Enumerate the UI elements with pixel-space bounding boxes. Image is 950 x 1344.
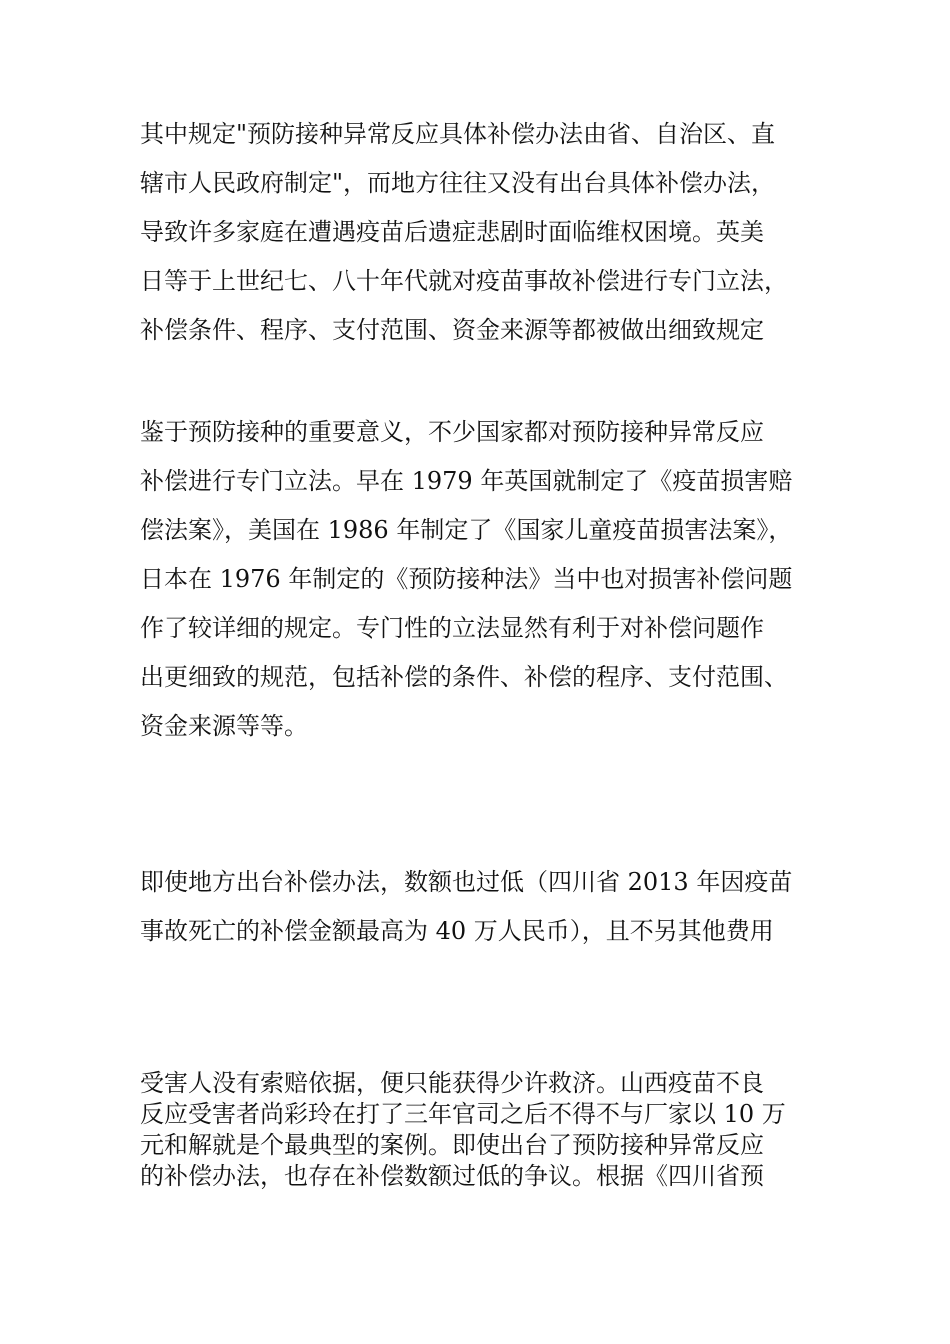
text-line: 辖市人民政府制定"，而地方往往又没有出台具体补偿办法， (140, 169, 776, 197)
text-line: 资金来源等等。 (140, 712, 308, 740)
text-line: 导致许多家庭在遭遇疫苗后遗症悲剧时面临维权困境。英美 (140, 218, 764, 246)
text-line: 元和解就是个最典型的案例。即使出台了预防接种异常反应 (140, 1131, 764, 1159)
text-line: 事故死亡的补偿金额最高为 40 万人民币），且不另其他费用 (140, 917, 774, 945)
text-line: 补偿进行专门立法。早在 1979 年英国就制定了《疫苗损害赔 (140, 467, 793, 495)
text-line: 鉴于预防接种的重要意义，不少国家都对预防接种异常反应 (140, 418, 764, 446)
text-line: 的补偿办法，也存在补偿数额过低的争议。根据《四川省预 (140, 1162, 764, 1190)
text-line: 即使地方出台补偿办法，数额也过低（四川省 2013 年因疫苗 (140, 868, 793, 896)
paragraph-1 (140, 110, 830, 355)
text-line: 日本在 1976 年制定的《预防接种法》当中也对损害补偿问题 (140, 565, 793, 593)
text-line: 反应受害者尚彩玲在打了三年官司之后不得不与厂家以 10 万 (140, 1100, 786, 1128)
text-line: 出更细致的规范，包括补偿的条件、补偿的程序、支付范围、 (140, 663, 788, 691)
text-line: 日等于上世纪七、八十年代就对疫苗事故补偿进行专门立法， (140, 267, 788, 295)
text-line: 受害人没有索赔依据，便只能获得少许救济。山西疫苗不良 (140, 1069, 764, 1097)
text-line: 偿法案》，美国在 1986 年制定了《国家儿童疫苗损害法案》， (140, 516, 793, 544)
text-line: 其中规定"预防接种异常反应具体补偿办法由省、自治区、直 (140, 120, 776, 148)
paragraph-3 (140, 858, 830, 956)
text-line: 补偿条件、程序、支付范围、资金来源等都被做出细致规定 (140, 316, 764, 344)
paragraph-4 (140, 1068, 830, 1192)
paragraph-2 (140, 408, 830, 751)
text-line: 作了较详细的规定。专门性的立法显然有利于对补偿问题作 (140, 614, 764, 642)
